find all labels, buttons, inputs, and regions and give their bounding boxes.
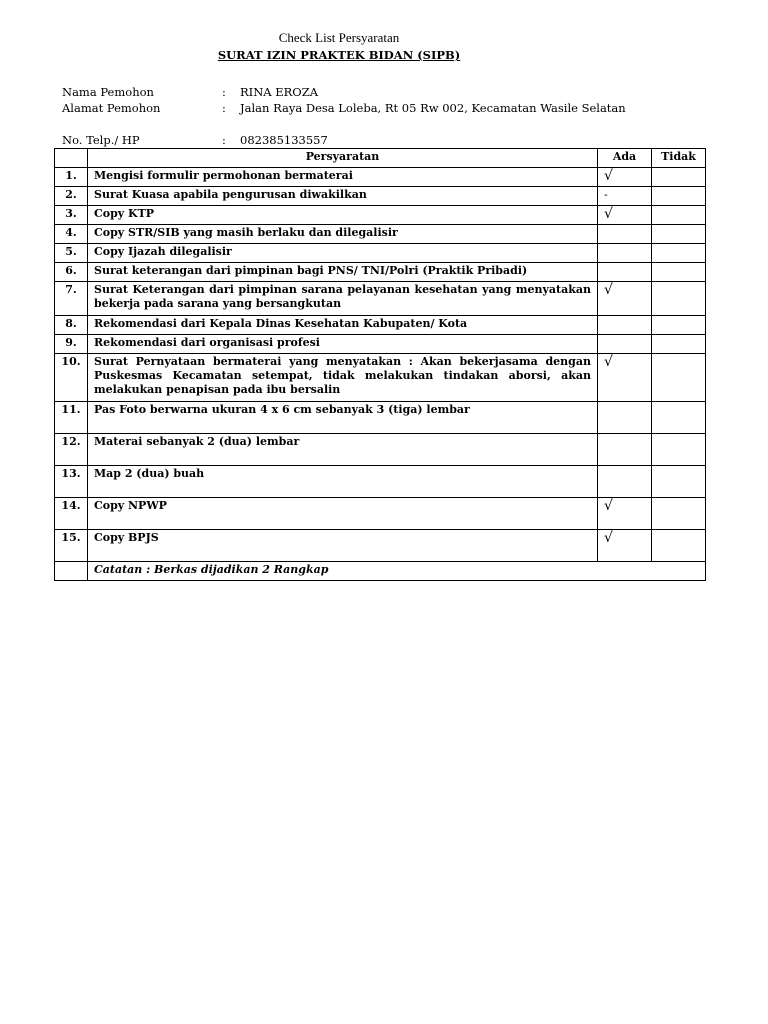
table-row <box>55 335 706 354</box>
ada-mark <box>598 263 652 282</box>
table-row <box>55 263 706 282</box>
tidak-mark <box>652 244 706 263</box>
tidak-mark <box>652 354 706 402</box>
document-title: Check List Persyaratan <box>278 30 400 45</box>
table-header-row <box>55 149 706 168</box>
row-number: 3. <box>55 206 88 225</box>
row-number: 14. <box>55 498 88 530</box>
requirement-text: Mengisi formulir permohonan bermaterai <box>88 168 598 187</box>
row-number: 11. <box>55 402 88 434</box>
tidak-mark <box>652 225 706 244</box>
table-row <box>55 244 706 263</box>
applicant-phone-label: No. Telp./ HP <box>62 133 140 147</box>
ada-mark: - <box>598 187 652 206</box>
applicant-phone-value: 082385133557 <box>240 133 328 147</box>
requirement-text: Copy NPWP <box>88 498 598 530</box>
table-row <box>55 225 706 244</box>
ada-mark <box>598 434 652 466</box>
tidak-mark <box>652 168 706 187</box>
note-number-cell <box>55 562 88 581</box>
row-number: 5. <box>55 244 88 263</box>
tidak-mark <box>652 263 706 282</box>
requirement-text: Copy BPJS <box>88 530 598 562</box>
tidak-mark <box>652 187 706 206</box>
table-row <box>55 402 706 434</box>
colon: : <box>222 85 226 99</box>
applicant-address-value: Jalan Raya Desa Loleba, Rt 05 Rw 002, Kecamatan Wasile Selatan <box>240 101 626 115</box>
row-number: 15. <box>55 530 88 562</box>
table-row <box>55 206 706 225</box>
requirement-text: Surat Pernyataan bermaterai yang menyatakan : Akan bekerjasama dengan Puskesmas Kecamatan setempat, tidak melakukan tindakan aborsi, akan melakukan penapisan pada ibu bersalin <box>88 354 598 402</box>
table-row <box>55 168 706 187</box>
table-row <box>55 466 706 498</box>
tidak-mark <box>652 282 706 316</box>
requirement-text: Rekomendasi dari Kepala Dinas Kesehatan Kabupaten/ Kota <box>88 316 598 335</box>
row-number: 9. <box>55 335 88 354</box>
header-ada: Ada <box>598 149 652 168</box>
ada-mark <box>598 316 652 335</box>
header-no <box>55 149 88 168</box>
ada-mark: √ <box>598 168 652 187</box>
row-number: 12. <box>55 434 88 466</box>
table-row <box>55 434 706 466</box>
header-tidak: Tidak <box>652 149 706 168</box>
table-row <box>55 282 706 316</box>
ada-mark: √ <box>598 206 652 225</box>
requirement-text: Surat keterangan dari pimpinan bagi PNS/ TNI/Polri (Praktik Pribadi) <box>88 263 598 282</box>
document-subtitle: SURAT IZIN PRAKTEK BIDAN (SIPB) <box>217 48 461 62</box>
requirement-text: Map 2 (dua) buah <box>88 466 598 498</box>
tidak-mark <box>652 335 706 354</box>
tidak-mark <box>652 466 706 498</box>
colon: : <box>222 133 226 147</box>
row-number: 4. <box>55 225 88 244</box>
ada-mark: √ <box>598 498 652 530</box>
ada-mark: √ <box>598 354 652 402</box>
tidak-mark <box>652 316 706 335</box>
applicant-address-label: Alamat Pemohon <box>62 101 161 115</box>
ada-mark <box>598 402 652 434</box>
row-number: 10. <box>55 354 88 402</box>
tidak-mark <box>652 402 706 434</box>
row-number: 6. <box>55 263 88 282</box>
tidak-mark <box>652 498 706 530</box>
table-note: Catatan : Berkas dijadikan 2 Rangkap <box>88 562 706 581</box>
requirement-text: Pas Foto berwarna ukuran 4 x 6 cm sebanyak 3 (tiga) lembar <box>88 402 598 434</box>
applicant-name-value: RINA EROZA <box>240 85 319 99</box>
requirement-text: Rekomendasi dari organisasi profesi <box>88 335 598 354</box>
ada-mark <box>598 244 652 263</box>
colon: : <box>222 101 226 115</box>
ada-mark <box>598 335 652 354</box>
table-row <box>55 498 706 530</box>
row-number: 1. <box>55 168 88 187</box>
ada-mark <box>598 225 652 244</box>
table-note-row <box>55 562 706 581</box>
table-row <box>55 530 706 562</box>
requirement-text: Surat Keterangan dari pimpinan sarana pelayanan kesehatan yang menyatakan bekerja pada sarana yang bersangkutan <box>88 282 598 316</box>
ada-mark <box>598 466 652 498</box>
requirement-text: Copy Ijazah dilegalisir <box>88 244 598 263</box>
row-number: 2. <box>55 187 88 206</box>
tidak-mark <box>652 206 706 225</box>
row-number: 13. <box>55 466 88 498</box>
tidak-mark <box>652 530 706 562</box>
row-number: 8. <box>55 316 88 335</box>
header-requirement: Persyaratan <box>88 149 598 168</box>
table-row <box>55 187 706 206</box>
requirement-text: Copy KTP <box>88 206 598 225</box>
row-number: 7. <box>55 282 88 316</box>
requirement-text: Materai sebanyak 2 (dua) lembar <box>88 434 598 466</box>
ada-mark: √ <box>598 530 652 562</box>
requirement-text: Copy STR/SIB yang masih berlaku dan dilegalisir <box>88 225 598 244</box>
applicant-name-label: Nama Pemohon <box>62 85 154 99</box>
tidak-mark <box>652 434 706 466</box>
ada-mark: √ <box>598 282 652 316</box>
requirements-table <box>54 148 706 581</box>
requirement-text: Surat Kuasa apabila pengurusan diwakilkan <box>88 187 598 206</box>
table-row <box>55 316 706 335</box>
table-row <box>55 354 706 402</box>
